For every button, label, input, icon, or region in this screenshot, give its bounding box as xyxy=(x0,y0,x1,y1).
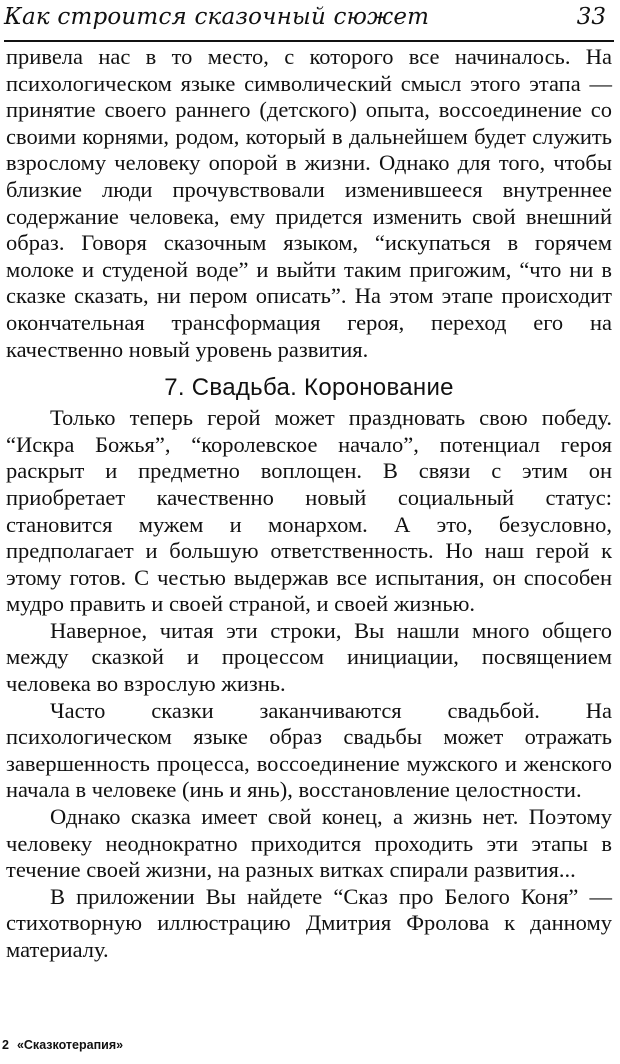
page-number: 33 xyxy=(576,4,606,30)
footer-number: 2 xyxy=(2,1038,9,1052)
paragraph: В приложении Вы найдете “Сказ про Белого Коня” — стихотворную иллюстрацию Дмитрия Фролова к данному материалу. xyxy=(6,883,612,962)
paragraph: Только теперь герой может праздновать свою победу. “Искра Божья”, “королевское начало”, потенциал героя раскрыт и предметно воплощен. В связи с этим он приобретает качественно новый социальный статус: становится мужем и монархом. А это, безусловно, предполагает и большую ответственность. Но наш герой к этому готов. С честью выдержав все испытания, он способен мудро править и своей страной, и своей жизнью. xyxy=(6,405,612,617)
section-heading: 7. Свадьба. Коронование xyxy=(164,374,454,402)
body-text xyxy=(6,44,612,964)
paragraph: Часто сказки заканчиваются свадьбой. На психологическом языке образ свадьбы может отражать завершенность процесса, воссоединение мужского и женского начала в человеке (инь и янь), восстановление целостности. xyxy=(6,697,612,803)
paragraph: Однако сказка имеет свой конец, а жизнь нет. Поэтому человеку неоднократно приходится проходить эти этапы в течение своей жизни, на разных витках спирали развития... xyxy=(6,804,612,883)
paragraph: Наверное, читая эти строки, Вы нашли много общего между сказкой и процессом инициации, посвящением человека во взрослую жизнь. xyxy=(6,617,612,697)
running-title: Как строится сказочный сюжет xyxy=(4,4,430,30)
paragraph-continued: привела нас в то место, с которого все начиналось. На психологическом языке символический смысл этого этапа — принятие своего раннего (детского) опыта, воссоединение со своими корнями, родом, который в дальнейшем будет служить взрослому человеку опорой в жизни. Однако для того, чтобы близкие люди прочувствовали изменившееся внутреннее содержание человека, ему придется изменить свой внешний образ. Говоря сказочным языком, “искупаться в горячем молоке и студеной воде” и выйти таким пригожим, “что ни в сказке сказать, ни пером описать”. На этом этапе происходит окончательная трансформация героя, переход его на качественно новый уровень развития. xyxy=(6,44,612,362)
running-header xyxy=(4,0,614,42)
footer-label: «Сказкотерапия» xyxy=(16,1038,124,1052)
page-footer xyxy=(2,1038,123,1052)
